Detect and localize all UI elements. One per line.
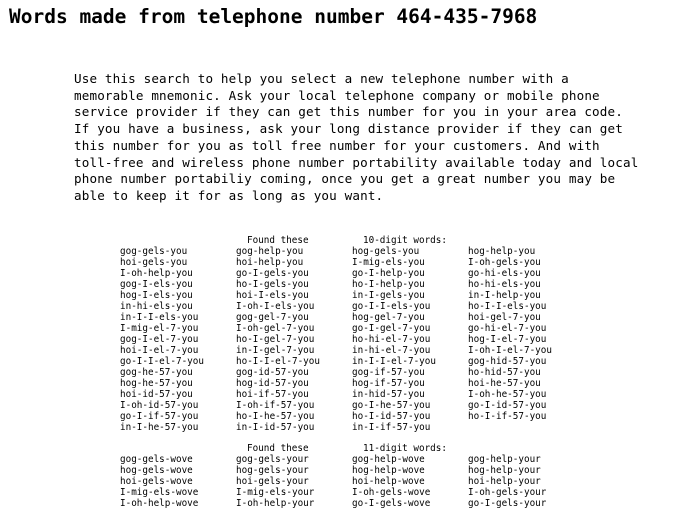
word-item: I-oh-help-you: [120, 268, 193, 279]
word-item: hoi-gels-wove: [120, 476, 193, 487]
word-item: go-hi-el-7-you: [468, 323, 547, 334]
word-item: hoi-he-57-you: [468, 378, 541, 389]
word-item: ho-I-I-els-you: [468, 301, 547, 312]
word-item: hoi-I-els-you: [236, 290, 309, 301]
word-item: hoi-help-wove: [352, 476, 425, 487]
word-column: [236, 454, 352, 509]
word-item: hoi-gel-7-you: [468, 312, 541, 323]
word-item: ho-I-id-57-you: [352, 411, 431, 422]
word-item: go-I-id-57-you: [468, 400, 547, 411]
word-item: I-oh-id-57-you: [120, 400, 199, 411]
word-column: [468, 454, 584, 509]
word-item: ho-hid-57-you: [468, 367, 541, 378]
word-column: [352, 246, 468, 433]
word-item: hog-I-el-7-you: [468, 334, 547, 345]
word-item: ho-I-help-you: [352, 279, 425, 290]
word-item: gog-help-your: [468, 454, 541, 465]
word-item: I-oh-I-els-you: [236, 301, 315, 312]
word-item: hoi-if-57-you: [236, 389, 309, 400]
word-grid: [120, 246, 584, 433]
word-item: hoi-help-you: [236, 257, 304, 268]
word-item: in-I-id-57-you: [236, 422, 315, 433]
word-item: go-I-help-you: [352, 268, 425, 279]
word-item: gog-hid-57-you: [468, 356, 547, 367]
word-item: go-I-gels-your: [468, 498, 547, 509]
word-item: gog-help-wove: [352, 454, 425, 465]
word-item: gog-I-el-7-you: [120, 334, 199, 345]
word-item: hog-gels-you: [352, 246, 420, 257]
word-item: I-mig-el-7-you: [120, 323, 199, 334]
word-item: ho-hi-els-you: [468, 279, 541, 290]
word-column: [120, 246, 236, 433]
intro-paragraph: [74, 71, 674, 205]
word-item: gog-gels-wove: [120, 454, 193, 465]
word-item: hog-help-wove: [352, 465, 425, 476]
word-item: go-I-I-el-7-you: [120, 356, 204, 367]
word-item: I-oh-gels-you: [468, 257, 541, 268]
word-item: gog-gel-7-you: [236, 312, 309, 323]
intro-line: able to keep it for as long as you want.: [74, 187, 384, 203]
word-item: go-I-gels-you: [236, 268, 309, 279]
word-item: gog-if-57-you: [352, 367, 425, 378]
word-item: in-I-help-you: [468, 290, 541, 301]
word-item: go-I-gel-7-you: [352, 323, 431, 334]
page-title: Words made from telephone number 464-435-7968: [9, 5, 538, 28]
word-item: in-I-I-el-7-you: [352, 356, 436, 367]
word-item: I-oh-if-57-you: [236, 400, 315, 411]
word-item: ho-I-gel-7-you: [236, 334, 315, 345]
results-10-digit: [120, 235, 590, 435]
digit-count-label: 10-digit words:: [363, 235, 447, 246]
word-item: hoi-gels-you: [120, 257, 188, 268]
word-item: hog-I-els-you: [120, 290, 193, 301]
word-item: go-I-gels-wove: [352, 498, 431, 509]
intro-line: memorable mnemonic. Ask your local telephone company or mobile phone: [74, 87, 600, 103]
found-these-label: Found these: [247, 235, 309, 246]
word-item: hog-help-you: [468, 246, 536, 257]
results-11-digit: [120, 443, 590, 523]
word-item: I-oh-help-your: [236, 498, 315, 509]
word-item: I-mig-els-you: [352, 257, 425, 268]
word-item: gog-I-els-you: [120, 279, 193, 290]
word-item: hoi-id-57-you: [120, 389, 193, 400]
word-item: gog-gels-you: [120, 246, 188, 257]
word-item: hog-gels-wove: [120, 465, 193, 476]
word-item: in-hi-el-7-you: [352, 345, 431, 356]
word-item: hog-gels-your: [236, 465, 309, 476]
word-item: I-oh-he-57-you: [468, 389, 547, 400]
word-item: in-I-gels-you: [352, 290, 425, 301]
word-item: ho-hi-el-7-you: [352, 334, 431, 345]
word-item: ho-I-if-57-you: [468, 411, 547, 422]
word-item: go-I-if-57-you: [120, 411, 199, 422]
word-column: [352, 454, 468, 509]
word-item: in-I-I-els-you: [120, 312, 199, 323]
word-column: [468, 246, 584, 433]
word-item: I-oh-gel-7-you: [236, 323, 315, 334]
word-item: gog-gels-your: [236, 454, 309, 465]
word-item: gog-id-57-you: [236, 367, 309, 378]
word-item: in-hid-57-you: [352, 389, 425, 400]
word-item: gog-he-57-you: [120, 367, 193, 378]
intro-line: If you have a business, ask your long distance provider if they can get: [74, 121, 623, 137]
word-item: in-I-gel-7-you: [236, 345, 315, 356]
word-column: [120, 454, 236, 509]
intro-line: service provider if they can get this number for you in your area code.: [74, 104, 623, 120]
word-item: in-I-he-57-you: [120, 422, 199, 433]
word-item: I-oh-gels-your: [468, 487, 547, 498]
digit-count-label: 11-digit words:: [363, 443, 447, 454]
word-item: hog-help-your: [468, 465, 541, 476]
word-item: hog-gel-7-you: [352, 312, 425, 323]
word-item: hog-id-57-you: [236, 378, 309, 389]
word-item: I-mig-els-your: [236, 487, 315, 498]
word-item: ho-I-I-el-7-you: [236, 356, 320, 367]
word-item: I-oh-I-el-7-you: [468, 345, 552, 356]
intro-line: Use this search to help you select a new telephone number with a: [74, 71, 569, 86]
word-item: go-hi-els-you: [468, 268, 541, 279]
word-item: go-I-I-els-you: [352, 301, 431, 312]
intro-line: this number for you as toll free number for your customers. And with: [74, 137, 600, 153]
word-item: hoi-gels-your: [236, 476, 309, 487]
found-these-label: Found these: [247, 443, 309, 454]
word-item: ho-I-he-57-you: [236, 411, 315, 422]
word-item: ho-I-gels-you: [236, 279, 309, 290]
word-item: hoi-help-your: [468, 476, 541, 487]
word-item: in-I-if-57-you: [352, 422, 431, 433]
word-item: hog-if-57-you: [352, 378, 425, 389]
word-item: hog-he-57-you: [120, 378, 193, 389]
word-item: I-oh-gels-wove: [352, 487, 431, 498]
intro-line: toll-free and wireless phone number portability available today and local: [74, 154, 639, 170]
word-item: hoi-I-el-7-you: [120, 345, 199, 356]
intro-line: phone number portabiliy coming, once you get a great number you may be: [74, 171, 616, 187]
word-column: [236, 246, 352, 433]
word-item: in-hi-els-you: [120, 301, 193, 312]
word-item: I-mig-els-wove: [120, 487, 199, 498]
word-grid: [120, 454, 584, 509]
word-item: I-oh-help-wove: [120, 498, 199, 509]
word-item: gog-help-you: [236, 246, 304, 257]
word-item: go-I-he-57-you: [352, 400, 431, 411]
